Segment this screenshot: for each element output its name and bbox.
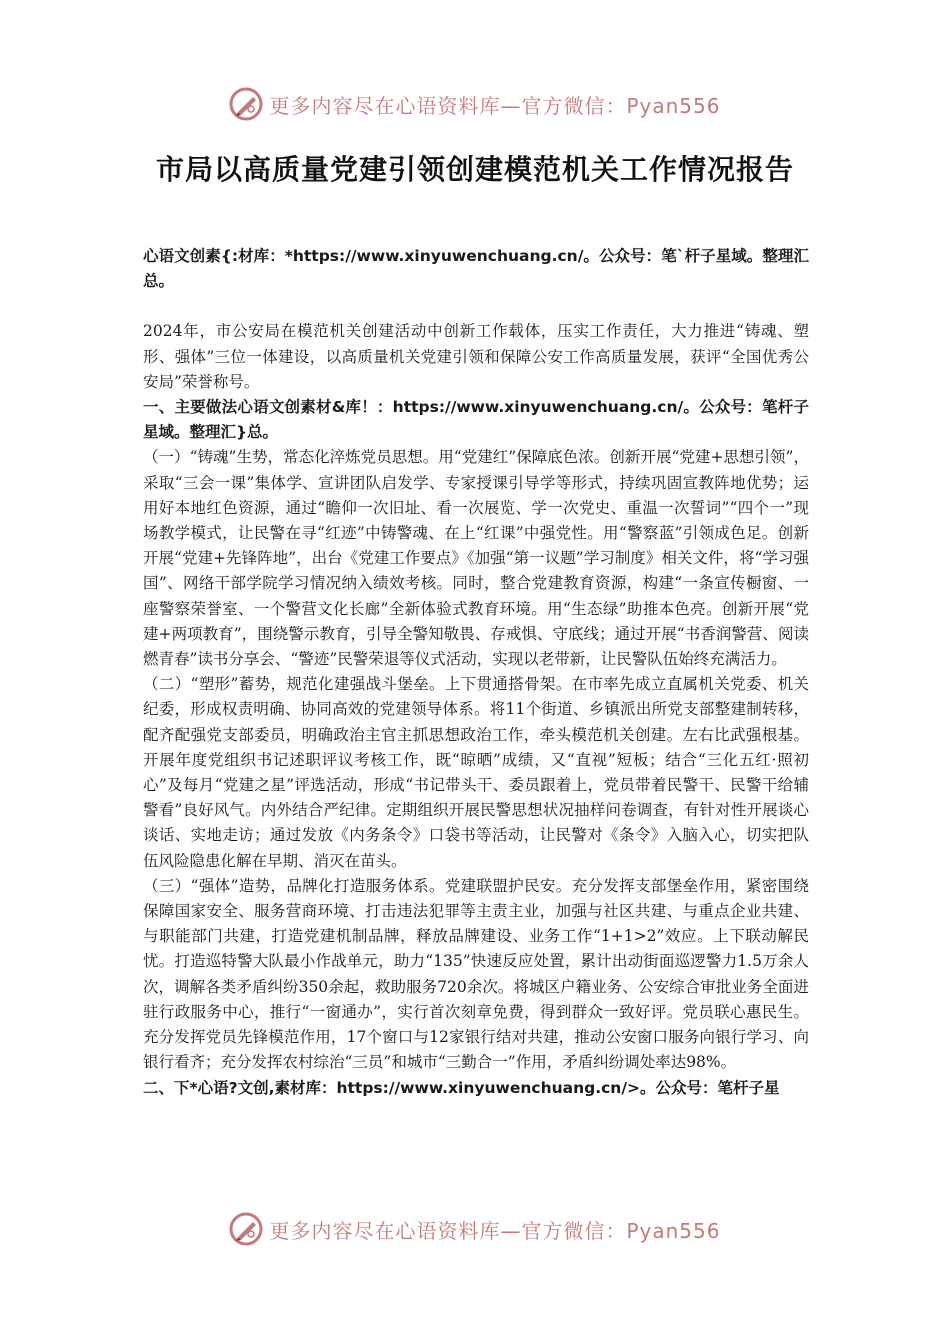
watermark-text: 更多内容尽在心语资料库—官方微信：Pyan556 bbox=[269, 93, 721, 118]
pen-logo-icon bbox=[229, 87, 263, 121]
document-title: 市局以高质量党建引领创建模范机关工作情况报告 bbox=[155, 153, 794, 186]
watermark-banner-top bbox=[0, 84, 950, 124]
watermark-banner-bottom bbox=[0, 1209, 950, 1249]
intro-line: 心语文创素{:材库：*https://www.xinyuwenchuang.cn/。公众号：笔`杆子星域。整理汇总。 bbox=[143, 247, 809, 291]
watermark-text: 更多内容尽在心语资料库—官方微信：Pyan556 bbox=[269, 1218, 721, 1243]
paragraph-overview: 2024年，市公安局在模范机关创建活动中创新工作载体，压实工作责任，大力推进“铸魂、塑形、强体”三位一体建设，以高质量机关党建引领和保障公安工作高质量发展，获评“全国优秀公安局”荣誉称号。 bbox=[143, 322, 809, 391]
document-body bbox=[143, 244, 809, 1101]
section-heading-1: 一、主要做法心语文创素材&库！：https://www.xinyuwenchuang.cn/。公众号：笔杆子星域。整理汇}总。 bbox=[143, 398, 809, 442]
section-heading-2: 二、下*心语?文创,素材库：https://www.xinyuwenchuang.cn/>。公众号：笔杆子星 bbox=[143, 1078, 780, 1097]
paragraph-section-1: （一）“铸魂”生势，常态化淬炼党员思想。用“党建红”保障底色浓。创新开展“党建+思想引领”，采取“三会一课”集体学、宣讲团队启发学、专家授课引导学等形式，持续巩固宣教阵地优势；运用好本地红色资源，通过“瞻仰一次旧址、看一次展览、学一次党史、重温一次誓词”“四个一”现场教学模式，让民警在寻“红迹”中铸警魂、在上“红课”中强党性。用“警察蓝”引领成色足。创新开展“党建+先锋阵地”，出台《党建工作要点》《加强“第一议题”学习制度》相关文件，将“学习强国”、网络干部学院学习情况纳入绩效考核。同时，整合党建教育资源，构建“一条宣传橱窗、一座警察荣誉室、一个警营文化长廊”全新体验式教育环境。用“生态绿”助推本色亮。创新开展“党建+两项教育”，围绕警示教育，引导全警知敬畏、存戒惧、守底线；通过开展“书香润警营、阅读燃青春”读书分享会、“警迹”民警荣退等仪式活动，实现以老带新，让民警队伍始终充满活力。 bbox=[143, 448, 809, 669]
pen-logo-icon bbox=[229, 1212, 263, 1246]
paragraph-section-2: （二）“塑形”蓄势，规范化建强战斗堡垒。上下贯通搭骨架。在市率先成立直属机关党委、机关纪委，形成权责明确、协同高效的党建领导体系。将11个街道、乡镇派出所党支部整建制转移，配齐配强党支部委员，明确政治主官主抓思想政治工作，牵头模范机关创建。左右比武强根基。开展年度党组织书记述职评议考核工作，既“晾晒”成绩，又“直视”短板；结合“三化五红·照初心”及每月“党建之星”评选活动，形成“书记带头干、委员跟着上，党员带着民警干、民警干给辅警看”良好风气。内外结合严纪律。定期组织开展民警思想状况抽样问卷调查，有针对性开展谈心谈话、实地走访；通过发放《内务条令》口袋书等活动，让民警对《条令》入脑入心，切实把队伍风险隐患化解在早期、消灭在苗头。 bbox=[143, 675, 809, 870]
paragraph-section-3: （三）“强体”造势，品牌化打造服务体系。党建联盟护民安。充分发挥支部堡垒作用，紧密围绕保障国家安全、服务营商环境、打击违法犯罪等主责主业，加强与社区共建、与重点企业共建、与职能部门共建，打造党建机制品牌，释放品牌建设、业务工作“1+1>2”效应。上下联动解民忧。打造巡特警大队最小作战单元，助力“135”快速反应处置，累计出动街面巡逻警力1.5万余人次，调解各类矛盾纠纷350余起，救助服务720余次。将城区户籍业务、公安综合审批业务全面进驻行政服务中心，推行“一窗通办”，实行首次刻章免费，得到群众一致好评。党员联心惠民生。充分发挥党员先锋模范作用，17个窗口与12家银行结对共建，推动公安窗口服务向银行学习、向银行看齐；充分发挥农村综治“三员”和城市“三勤合一”作用，矛盾纠纷调处率达98%。 bbox=[143, 876, 809, 1072]
